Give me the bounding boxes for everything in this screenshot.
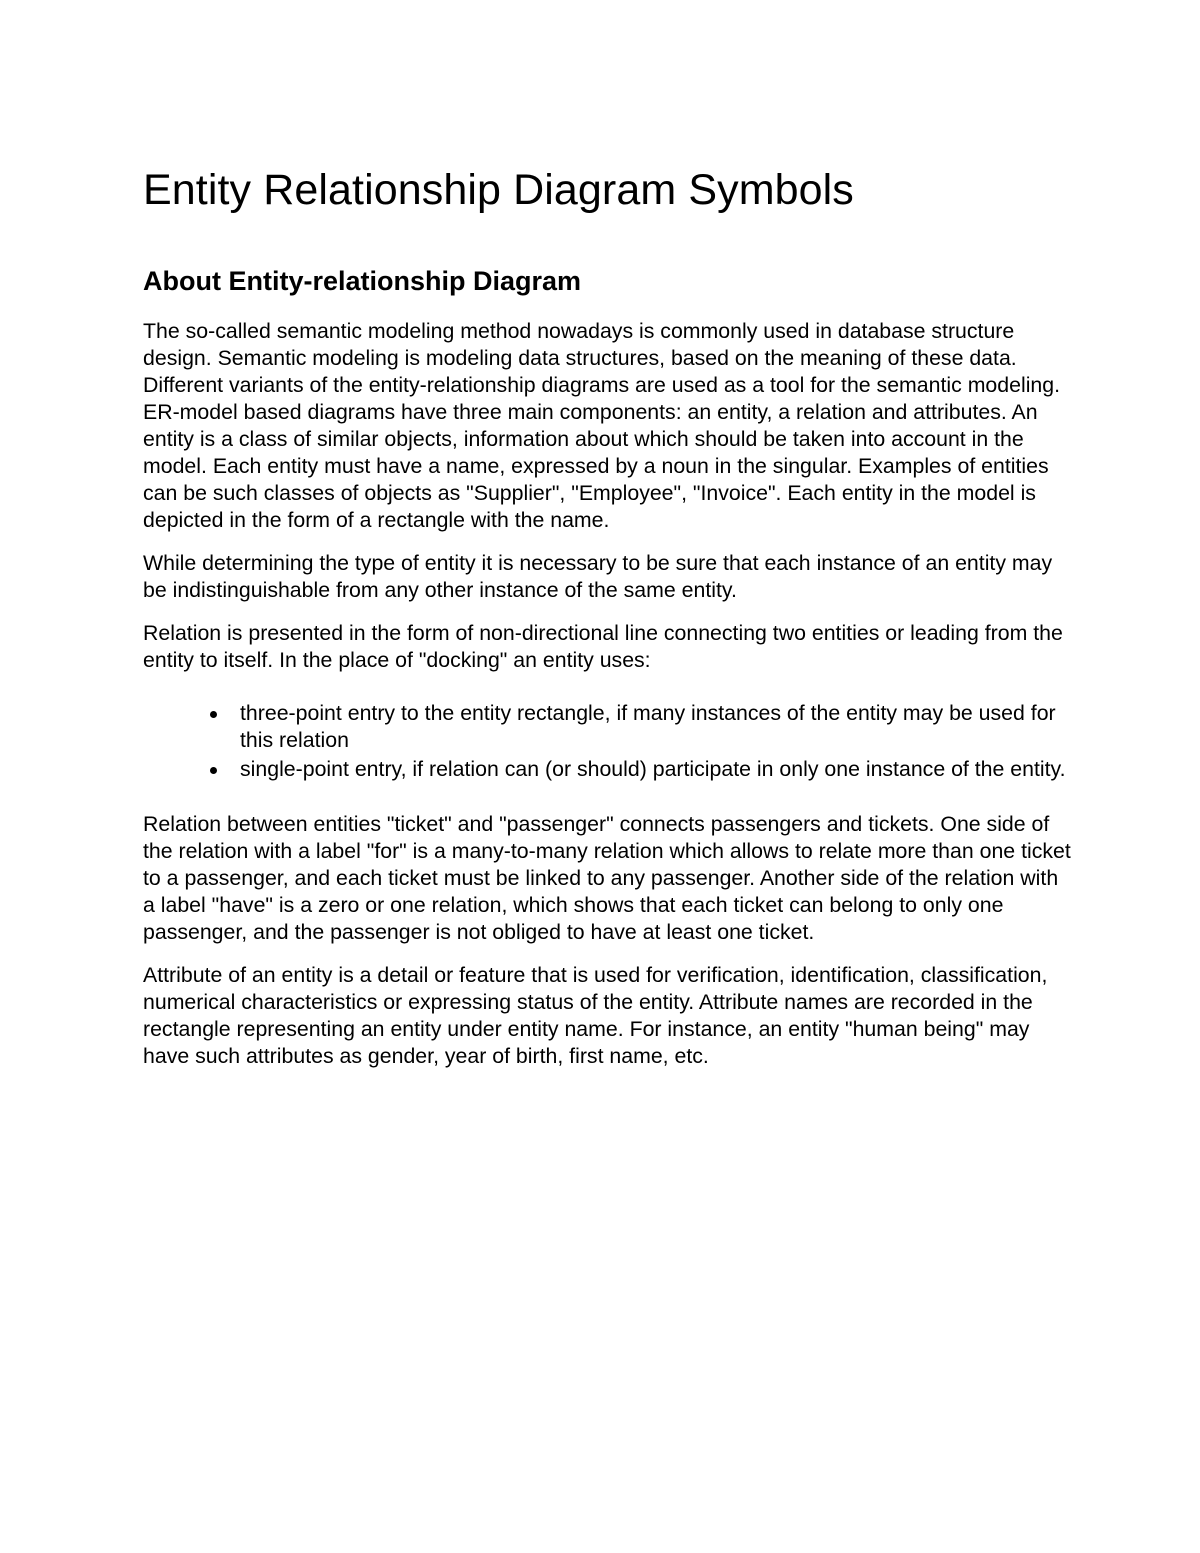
paragraph-entity-type: While determining the type of entity it is necessary to be sure that each instance of an entity may be indistinguishable from any other instance of the same entity.	[143, 551, 1053, 602]
list-item: single-point entry, if relation can (or should) participate in only one instance of the entity.	[240, 756, 1073, 783]
paragraph-ticket-passenger: Relation between entities "ticket" and "passenger" connects passengers and tickets. One side of the relation with a label "for" is a many-to-many relation which allows to relate more than one ticket to a passenger, and each ticket must be linked to any passenger. Another side of the relation with a label "have" is a zero or one relation, which shows that each ticket can belong to only one passenger, and the passenger is not obliged to have at least one ticket.	[143, 812, 1071, 944]
paragraph-attribute: Attribute of an entity is a detail or feature that is used for verification, identification, classification, numerical characteristics or expressing status of the entity. Attribute names are recorded in the rectangle representing an entity under entity name. For instance, an entity "human being" may have such attributes as gender, year of birth, first name, etc.	[143, 963, 1048, 1068]
paragraph-relation: Relation is presented in the form of non-directional line connecting two entities or leading from the entity to itself. In the place of "docking" an entity uses:	[143, 621, 1063, 672]
section-heading: About Entity-relationship Diagram	[143, 266, 582, 296]
document-content	[143, 162, 1073, 1070]
docking-list	[143, 700, 1073, 783]
page-title: Entity Relationship Diagram Symbols	[143, 166, 854, 214]
paragraph-intro: The so-called semantic modeling method nowadays is commonly used in database structure design. Semantic modeling is modeling data structures, based on the meaning of these data. Different variants of the entity-relationship diagrams are used as a tool for the semantic modeling. ER-model based diagrams have three main components: an entity, a relation and attributes. An entity is a class of similar objects, information about which should be taken into account in the model. Each entity must have a name, expressed by a noun in the singular. Examples of entities can be such classes of objects as "Supplier", "Employee", "Invoice". Each entity in the model is depicted in the form of a rectangle with the name.	[143, 319, 1061, 532]
list-item: three-point entry to the entity rectangle, if many instances of the entity may be used for this relation	[240, 700, 1073, 754]
